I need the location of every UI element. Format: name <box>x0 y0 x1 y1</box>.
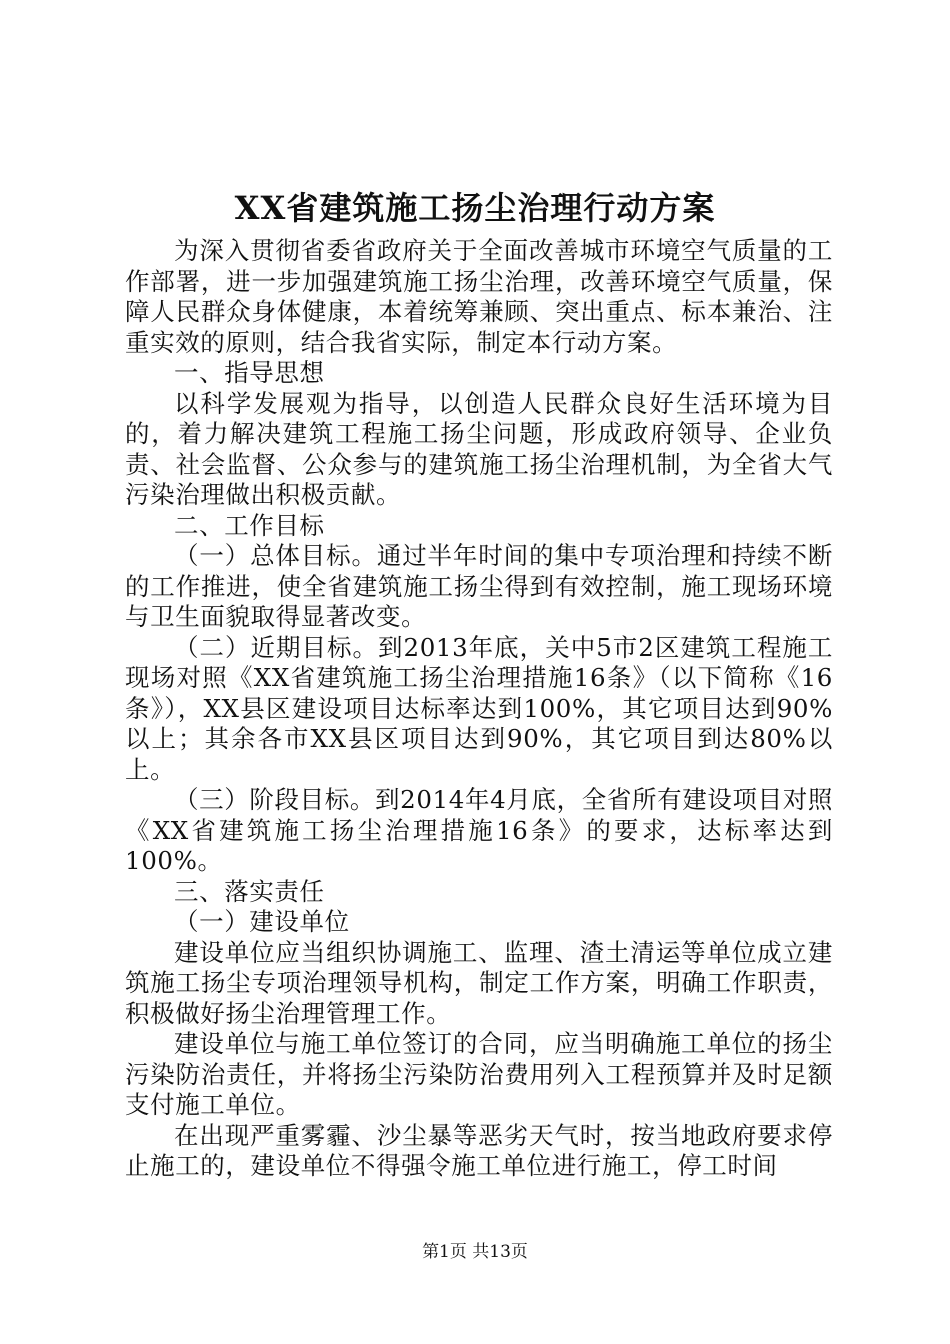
document-title: XX省建筑施工扬尘治理行动方案 <box>234 189 716 227</box>
paragraph-near-term-goal: （二）近期目标。到2013年底，关中5市2区建筑工程施工现场对照《XX省建筑施工扬尘治理措施16条》（以下简称《16条》），XX县区建设项目达标率达到100%，其它项目达到90%以上；其余各市XX县区项目达到90%，其它项目到达80%以上。 <box>125 632 833 784</box>
subsection-heading-construction-unit: （一）建设单位 <box>174 907 350 936</box>
paragraph-stage-goal: （三）阶段目标。到2014年4月底，全省所有建设项目对照《XX省建筑施工扬尘治理措施16条》的要求，达标率达到100%。 <box>125 785 833 875</box>
paragraph-intro: 为深入贯彻省委省政府关于全面改善城市环境空气质量的工作部署，进一步加强建筑施工扬尘治理，改善环境空气质量，保障人民群众身体健康，本着统筹兼顾、突出重点、标本兼治、注重实效的原则，结合我省实际，制定本行动方案。 <box>125 236 833 357</box>
document-body <box>125 236 833 1182</box>
paragraph-severe-weather: 在出现严重雾霾、沙尘暴等恶劣天气时，按当地政府要求停止施工的，建设单位不得强令施工单位进行施工，停工时间 <box>125 1120 833 1180</box>
section-heading-guiding-ideology: 一、指导思想 <box>174 358 325 387</box>
paragraph-construction-unit-organize: 建设单位应当组织协调施工、监理、渣土清运等单位成立建筑施工扬尘专项治理领导机构，制定工作方案，明确工作职责，积极做好扬尘治理管理工作。 <box>125 937 833 1028</box>
page-footer: 第1页 共13页 <box>422 1242 528 1262</box>
section-heading-responsibilities: 三、落实责任 <box>174 876 325 906</box>
paragraph-guiding-ideology: 以科学发展观为指导，以创造人民群众良好生活环境为目的，着力解决建筑工程施工扬尘问题，形成政府领导、企业负责、社会监督、公众参与的建筑施工扬尘治理机制，为全省大气污染治理做出积极贡献。 <box>125 388 833 509</box>
paragraph-overall-goal: （一）总体目标。通过半年时间的集中专项治理和持续不断的工作推进，使全省建筑施工扬尘得到有效控制，施工现场环境与卫生面貌取得显著改变。 <box>125 541 833 631</box>
section-heading-work-goals: 二、工作目标 <box>174 510 325 540</box>
paragraph-construction-unit-contract: 建设单位与施工单位签订的合同，应当明确施工单位的扬尘污染防治责任，并将扬尘污染防治费用列入工程预算并及时足额支付施工单位。 <box>125 1029 833 1119</box>
